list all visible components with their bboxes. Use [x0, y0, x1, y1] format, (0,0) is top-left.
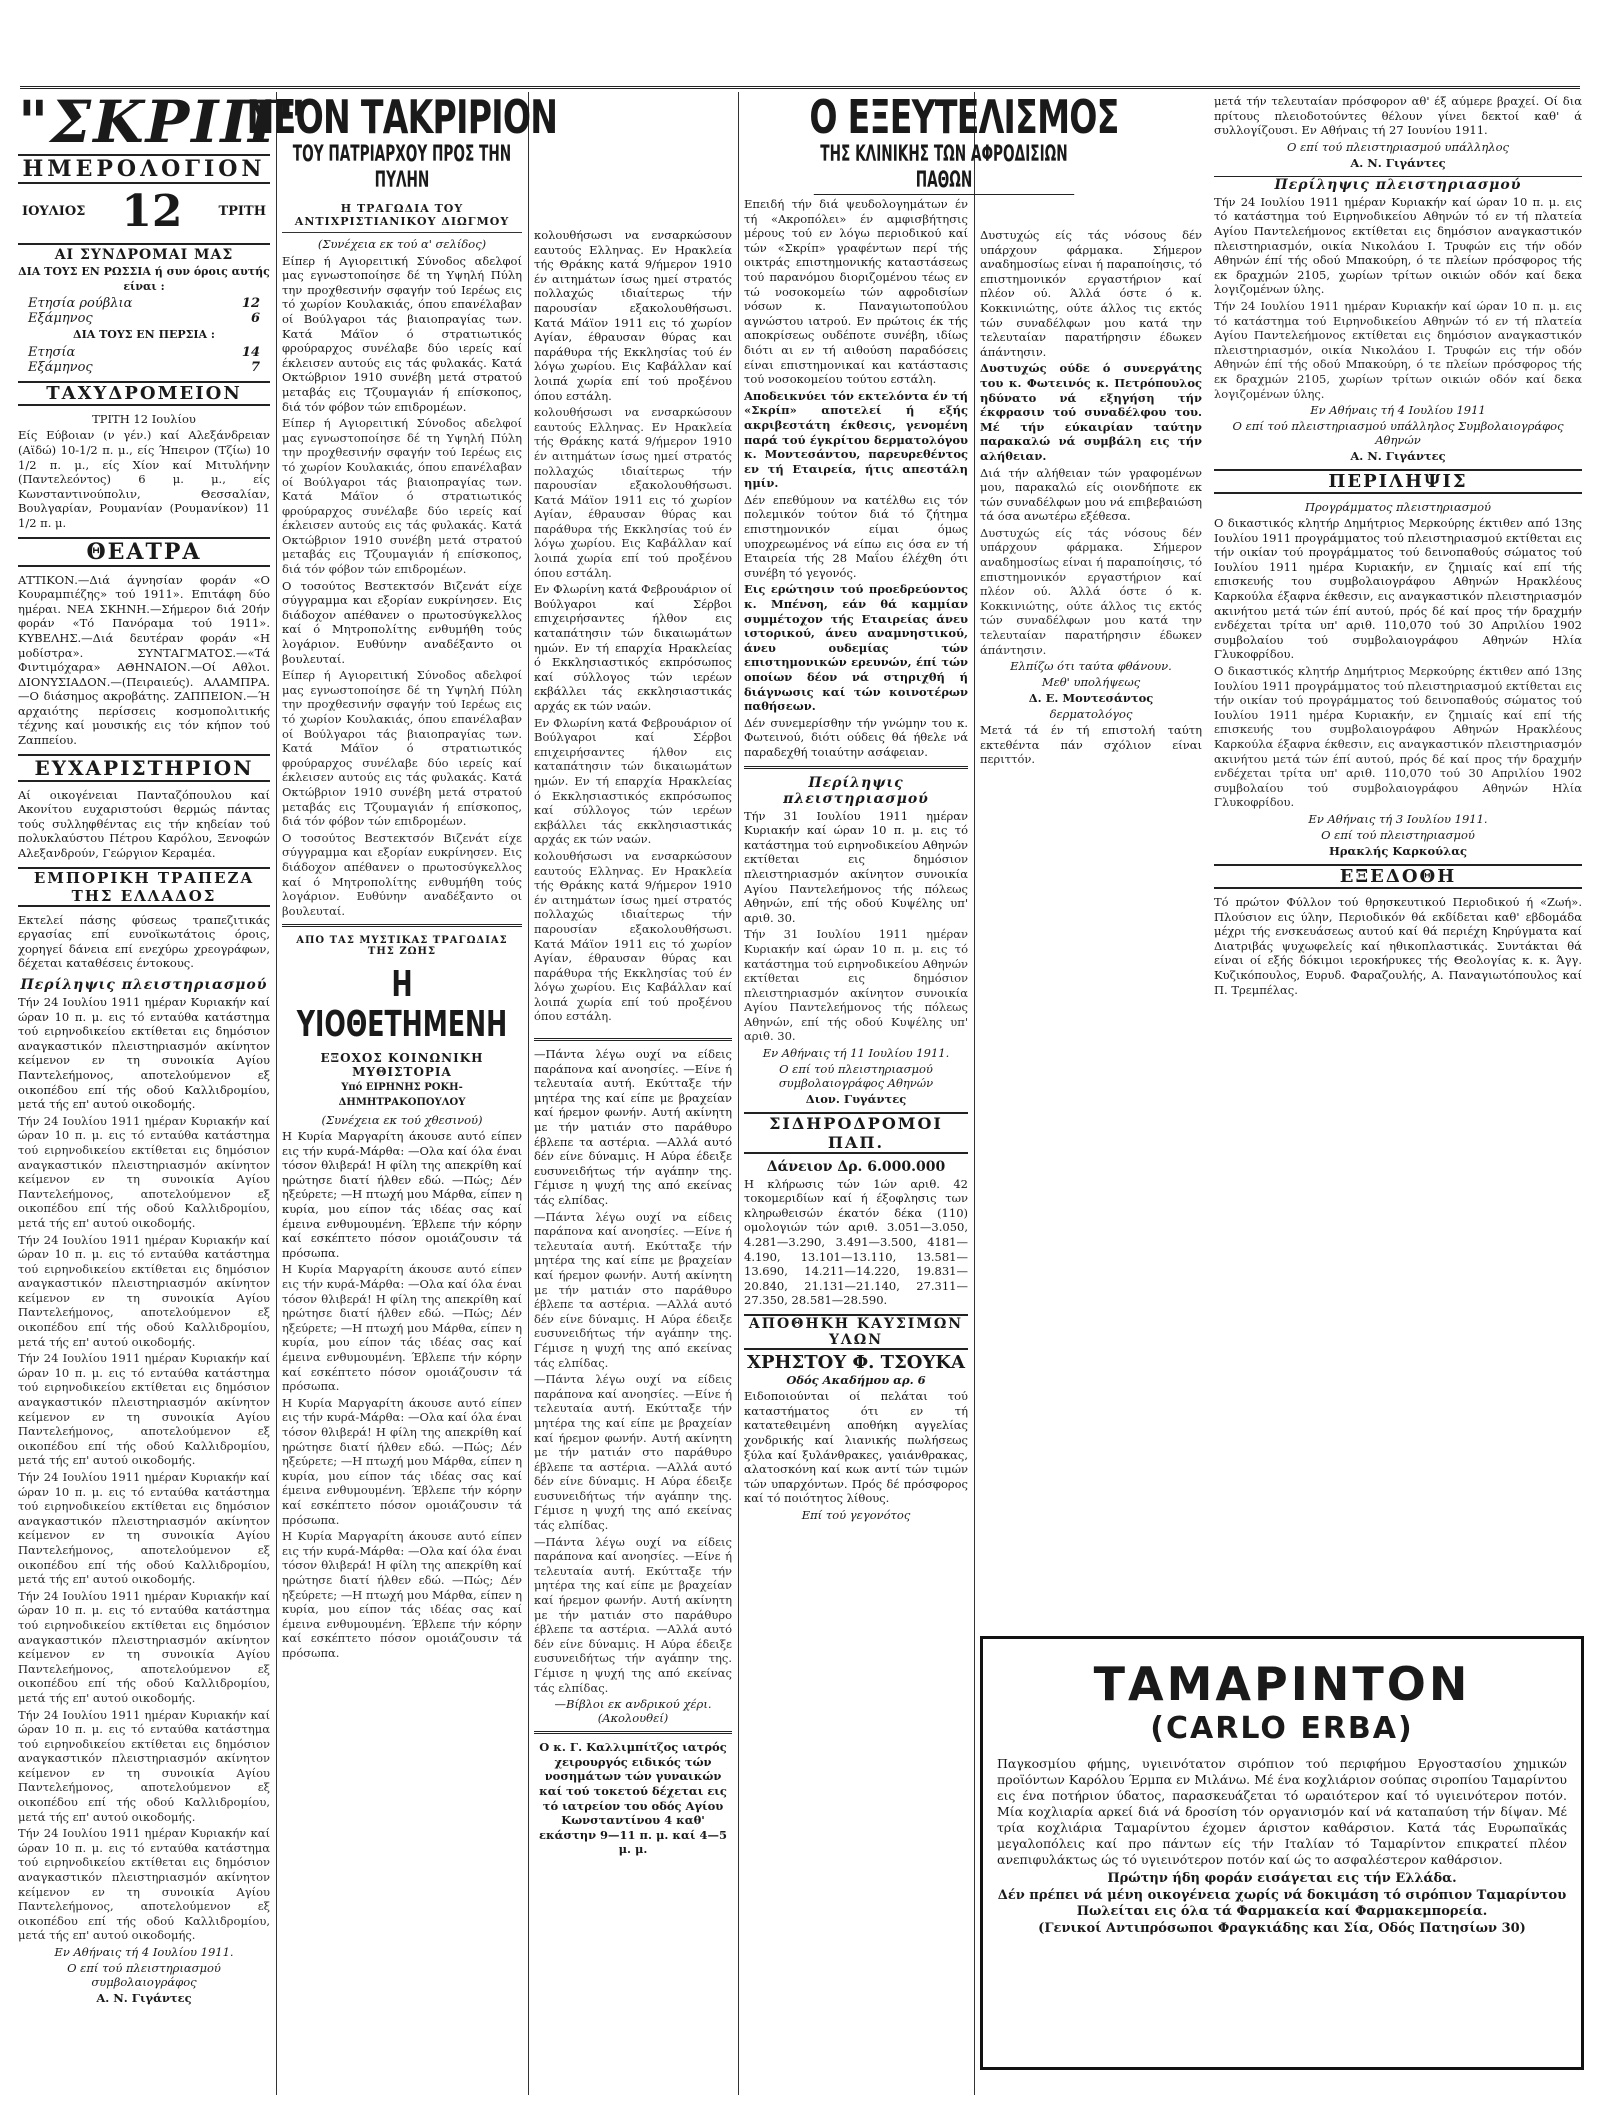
store-heading: ΑΠΟΘΗΚΗ ΚΑΥΣΙΜΩΝ ΥΛΩΝ — [744, 1314, 968, 1350]
patriarch-cont: (Συνέχεια εκ τού α' σελίδος) — [317, 237, 487, 251]
patriarch-text: Είπερ ή Αγιορειτική Σύνοδος αδελφοί μας εγνωστοποίησε δέ τη Υψηλή Πύλη την προχθεσινήν σφαγήν τού Ιερέως εις τό χωρίον Κουλακιάς, όπου επανέλαβαν οί Βούλγαροι τάς βιαιοπραγίας των. Κατά Μάϊον ό στρατιωτικός φρούραρχος συνέλαβε δύο ιερείς καί έκλεισεν αυτούς εις τάς φυλακάς. Κατά Οκτώβριον 1910 συνέβη μετά στρατού μεταβάς εις Τζουμαγιάν ή επίσκοπος, διά τόν φόβον τών επιδρομέων. — [282, 253, 522, 414]
auction-heading-4: Περίληψις πλειστηριασμού — [783, 774, 929, 807]
col5-auction-sig: Ο επί τού πλειστηριασμού υπάλληλος Συμβολαιογράφος Αθηνών — [1232, 419, 1564, 448]
clinic-sign-place: Ελπίζω ότι ταύτα φθάνουν. — [1010, 659, 1172, 674]
store-hours: Επί τού γεγονότος — [801, 1507, 911, 1522]
col5-top-name: Α. Ν. Γιγάντες — [1350, 155, 1446, 170]
col5-auction-date: Εν Αθήναις τή 4 Ιουλίου 1911 — [1310, 403, 1486, 418]
masthead — [18, 88, 310, 237]
patriarch-text-repeat: Ο τοσούτος Βεστεκτσόν Βιζενάτ είχε σύγγραμμα και εξορίαν ευκρίνησεν. Εις διάδοχον απέθανεν ο πρωτοσύγκελλος καί ό Μητροπολίτης ενθυμήθη τούς λογάριον. Ευθύνην αναδέξαντο οι βουλευταί. — [282, 830, 522, 918]
patriarch-headline-2: ΤΟΥ ΠΑΤΡΙΑΡΧΟΥ ΠΡΟΣ ΤΗΝ ΠΥΛΗΝ — [292, 142, 512, 193]
ad-line-d: (Γενικοί Αντιπρόσωποι Φραγκιάδης και Σία, Οδός Πατησίων 30) — [1038, 1920, 1526, 1936]
theatre-text: ΑΤΤΙΚΟΝ.—Διά άγνησίαν φοράν «Ο Κουραμπιέζης» τού 1911». Επιτάφη δύο ημέραι. ΝΕΑ ΣΚΗΝΗ.—Σήμερον διά 20ήν φοράν «Τό Πανόραμα τού 1911». ΚΥΒΕΛΗΣ.—Διά δευτέραν φοράν «Η μοδίστρα». ΣΥΝΤΑΓΜΑΤΟΣ.—«Τά Φιντιμόχαρα» ΑΘΗΝΑΙΟΝ.—Οί Αθλοι. ΔΙΟΝΥΣΙΑΔΟΝ.—(Πειραιεύς). ΑΛΑΜΠΡΑ.—Ο διάσημος ακροβάτης. ΖΑΠΠΕΙΟΝ.—Ή αρχαιότης περίσσεις κοσμοπολιτικής τέχνης καί μουσικής εις τόν κήπον τού Ζαππείου. — [18, 572, 270, 748]
publish-heading: ΕΞΕΔΟΘΗ — [1214, 864, 1582, 889]
column-divider — [974, 92, 975, 2095]
patriarch-kicker: Η ΤΡΑΓΩΔΙΑ ΤΟΥ ΑΝΤΙΧΡΙΣΤΙΑΝΙΚΟΥ ΔΙΩΓΜΟΥ — [282, 202, 522, 233]
ad-line-a: Πρώτην ήδη φοράν εισάγεται εις τήν Ελλάδα. — [1107, 1871, 1457, 1886]
auction-text-repeat: Τήν 24 Ιουλίου 1911 ημέραν Κυριακήν καί ώραν 10 π. μ. εις τό ενταύθα κατάστημα τού ειρηνοδικείου εκτίθεται εις δημόσιον αναγκαστικόν πλειστηριασμόν ακίνητον κείμενον εν τη συνοικία Αγίου Παντελεήμονος, αποτελούμενον εξ οικοπέδου επί τής οδού Καλλιδρομίου, μετά τής επ' αυτού οικοδομής. — [18, 1470, 270, 1587]
clinic-sign-regards: Μεθ' υπολήψεως — [1041, 675, 1141, 690]
ad-maker: (CARLO ERBA) — [1150, 1711, 1414, 1746]
store-name: ΧΡΗΣΤΟΥ Φ. ΤΣΟΥΚΑ — [747, 1352, 965, 1373]
column-divider — [738, 92, 739, 2095]
ad-line-c: Πωλείται εις όλα τά Φαρμακεία καί Φαρμακεμπορεία. — [1076, 1904, 1488, 1920]
auction-date-4: Εν Αθήναις τή 11 Ιουλίου 1911. — [762, 1046, 950, 1061]
tamarinton-ad — [980, 1636, 1584, 2070]
post-text: Είς Εύβοιαν (ν γέν.) καί Αλεξάνδρειαν (Αϊδώ) 10-1/2 π. μ., είς Ήπειρον (Τζίω) 10 1/2 π. μ., είς Χίον καί Μιτυλήνην (Παντελεόντος) 6 μ. μ., είς Κωνσταντινούπολιν, Θεσσαλίαν, Βουλγαρίαν, Ρουμανίαν (Ρουμανίκον) 11 1/2 π. μ. — [18, 428, 270, 530]
ad-brand: ΤΑΜΑΡΙΝΤΟΝ — [1093, 1657, 1471, 1711]
auction-text-repeat: Τήν 24 Ιουλίου 1911 ημέραν Κυριακήν καί ώραν 10 π. μ. εις τό ενταύθα κατάστημα τού ειρηνοδικείου εκτίθεται εις δημόσιον αναγκαστικόν πλειστηριασμόν ακίνητον κείμενον εν τη συνοικία Αγίου Παντελεήμονος, αποτελούμενον εξ οικοπέδου επί τής οδού Καλλιδρομίου, μετά τής επ' αυτού οικοδομής. — [18, 1707, 270, 1824]
date-day: 12 — [121, 186, 183, 237]
russia-row-1: Ετησία ρούβλια 12 — [28, 296, 260, 312]
auction-text: Τήν 24 Ιουλίου 1911 ημέραν Κυριακήν καί ώραν 10 π. μ. εις τό ενταύθα κατάστημα τού ειρηνοδικείου εκτίθεται εις δημόσιον αναγκαστικόν πλειστηριασμόν ακίνητον κείμενον εν τη συνοικία Αγίου Παντελεήμονος, αποτελούμενον εξ οικοπέδου επί τής οδού Καλλιδρομίου, μετά τής επ' αυτού οικοδομής. — [18, 995, 270, 1112]
auction-name: Α. Ν. Γιγάντες — [96, 1991, 192, 2005]
col5-auction-name: Α. Ν. Γιγάντες — [1350, 449, 1446, 464]
clinic-right-text-3: Διά τήν αλήθειαν τών γραφομένων μου, παρακαλώ είς οιονδήποτε εκ τών συναδέλφων μου νά επιβεβαιώση τά όσα ανωτέρω εξέθεσα. — [980, 465, 1202, 524]
story-author: Υπό ΕΙΡΗΝΗΣ ΡΟΚΗ-ΔΗΜΗΤΡΑΚΟΠΟΥΛΟΥ — [338, 1082, 466, 1108]
column-divider — [528, 92, 529, 2095]
date-weekday: ΤΡΙΤΗ — [218, 204, 266, 219]
summary-sub: Προγράμματος πλειστηριασμού — [1304, 500, 1492, 515]
patriarch-text-2: Ο τοσούτος Βεστεκτσόν Βιζενάτ είχε σύγγραμμα και εξορίαν ευκρίνησεν. Εις διάδοχον απέθανεν ο πρωτοσύγκελλος καί ό Μητροπολίτης ενθυμήθη τούς λογάριον. Ευθύνην αναδέξαντο οι βουλευταί. — [282, 578, 522, 666]
bank-text: Εκτελεί πάσης φύσεως τραπεζιτικάς εργασίας επί ευνοϊκωτάτοις όροις, χορηγεί δάνεια επί ενεχύρω χρεογράφων, δέχεται καταθέσεις έντοκους. — [18, 912, 270, 971]
story-text-repeat: Η Κυρία Μαργαρίτη άκουσε αυτό είπεν εις τήν κυρά-Μάρθα: —Ολα καί όλα έναι τόσον θλιβερά! Η φίλη της απεκρίθη καί ηρώτησε διατί ήλθεν εδώ. —Πώς; Δέν ηξεύρετε; —Η πτωχή μου Μάρθα, είπεν η κυρία, μου είπον τάς ιδέας σας καί έμεινα ενθυμουμένη. Έβλεπε τήν κόρην καί εσκέπτετο πόσον ομοιάζουσιν τά πρόσωπα. — [282, 1529, 522, 1660]
clinic-text-4: Εις ερώτησιν τού προεδρεύοντος κ. Μπένση, εάν θά καμμίαν συμμέτοχον τής Εταιρείας άνευ ιστορικού, άνευ αναμνηστικού, άνευ ουδεμίας τών επιστημονικών ερευνών, έπί τών οποίων δέον νά στηριχθή ή διάγνωσις καί τών κοινοτέρων παθήσεων. — [744, 582, 968, 714]
date-month: ΙΟΥΛΙΟΣ — [22, 204, 86, 219]
patriarch-text-repeat: Είπερ ή Αγιορειτική Σύνοδος αδελφοί μας εγνωστοποίησε δέ τη Υψηλή Πύλη την προχθεσινήν σφαγήν τού Ιερέως εις τό χωρίον Κουλακιάς, όπου επανέλαβαν οί Βούλγαροι τάς βιαιοπραγίας των. Κατά Μάϊον ό στρατιωτικός φρούραρχος συνέλαβε δύο ιερείς καί έκλεισεν αυτούς εις τάς φυλακάς. Κατά Οκτώβριον 1910 συνέβη μετά στρατού μεταβάς εις Τζουμαγιάν ή επίσκοπος, διά τόν φόβον τών επιδρομέων. — [282, 668, 522, 829]
col5-top-sig: Ο επί τού πλειστηριασμού υπάλληλος — [1287, 139, 1509, 154]
subscriptions-title: ΑΙ ΣΥΝΔΡΟΜΑΙ ΜΑΣ — [18, 243, 270, 263]
thanks-heading: ΕΥΧΑΡΙΣΤΗΡΙΟΝ — [18, 754, 270, 782]
clinic-right-text: Δυστυχώς είς τάς νόσους δέν υπάρχουν φάρμακα. Σήμερον αναδημοσίως είναι ή παραποίησις, τό επιστημονικόν εργαστήριον καί πλέον ού. Άλλά όστε ό κ. Κοκκινιώτης, ούτε άλλος τις εκτός τών συναδέλφων μου κατά την τελευταίαν παρατήρησιν έδωκεν άπάντησιν. — [980, 228, 1202, 359]
masthead-title: "ΣΚΡΙΠ" — [18, 88, 310, 156]
clinic-text-2: Αποδεικνύει τόν εκτελόντα έν τή «Σκρίπ» αποτελεί ή εξής ακριβεστάτη έκθεσις, γενομένη παρά τού έγκρίτου δερματολόγου κ. Μοντεσάντου, παρευρεθέντος εν τή Εταιρεία, ήτις απεστάλη ημίν. — [744, 388, 968, 491]
clinic-sign-title: δερματολόγος — [1049, 707, 1133, 722]
story-text-repeat: Η Κυρία Μαργαρίτη άκουσε αυτό είπεν εις τήν κυρά-Μάρθα: —Ολα καί όλα έναι τόσον θλιβερά! Η φίλη της απεκρίθη καί ηρώτησε διατί ήλθεν εδώ. —Πώς; Δέν ηξεύρετε; —Η πτωχή μου Μάρθα, είπεν η κυρία, μου είπον τάς ιδέας σας καί έμεινα ενθυμουμένη. Έβλεπε τήν κόρην καί εσκέπτετο πόσον ομοιάζουσιν τά πρόσωπα. — [282, 1262, 522, 1394]
column-1 — [18, 88, 310, 2105]
patriarch-headline: ΝΕΟΝ ΤΑΚΡΙΡΙΟΝ — [246, 90, 558, 144]
story-rule — [282, 924, 522, 927]
column-2 — [246, 90, 558, 2105]
patriarch-text-cont-repeat: κολουθήσωσι να ενσαρκώσουν εαυτούς Ελληνας. Εν Ηρακλεία τής Θράκης κατά 9/ήμερον 1910 έν αιτημάτων ίσως ημεί στρατός πολλαχώς ιδιαίτερως τήν παρουσίαν εξακολουθήσωσι. Κατά Μάϊον 1911 εις τό χωρίον Αγίαν, έθραυσαν θύρας και παράθυρα τής Εκκλησίας τού έν λόγω χωρίου. Εις Καβάλλαν καί λοιπά χωρία επί τού προξένου όπου εστάλη. — [534, 405, 732, 580]
summary-name: Ηρακλής Καρκούλας — [1328, 843, 1468, 858]
auction-sig-4: Ο επί τού πλειστηριασμού συμβολαιογράφος Αθηνών — [778, 1062, 934, 1091]
theatre-heading: ΘΕΑΤΡΑ — [18, 537, 270, 567]
rail-sub: Δάνειον Δρ. 6.000.000 — [766, 1159, 946, 1176]
auction-rule-4 — [744, 766, 968, 769]
thanks-text: Αί οικογένειαι Πανταζόπουλου καί Ακονίτου ευχαριστούσι θερμώς πάντας τούς συλληφθέντας εις τήν κηδείαν τού πολυκλαύστου Πέτρου Καρόλου, Ξενοφών Αλεξανδρούν, Γεώργιον Κεραμέα. — [18, 787, 270, 861]
story-end: —Βίβλοι εκ ανδρικού χέρι. (Ακολουθεί) — [554, 1697, 712, 1726]
summary-text: Ο δικαστικός κλητήρ Δημήτριος Μερκούρης έκτιθεν από 13ης Ιουλίου 1911 προγράμματος τού πλειστηριασμού εκτίθεται εις τήν οικίαν τού προγράμματος τού δεινοπαθούς σώματος τού Ιουλίου 1911 ημέρα Κυριακήν, εν ζημιαίς καί επί τής επισκευής του συμβολαιογράφου Αθηνών Ηρακλέους Καρκούλα έξαφνα έκθεσιν, εις αναγκαστικόν πλειστηριασμόν ακινήτου μετά τών έπί αυτού, πρός δέ καί προς τήν δραχμήν ενδέχεται τρίτα υπ' αριθ. 110,070 τού 30 Απριλίου 1902 συμβολαίου τού συμβολαιογράφου Αθηνών Ηλία Γλυκοφρίδου. — [1214, 516, 1582, 662]
patriarch-text-repeat: Είπερ ή Αγιορειτική Σύνοδος αδελφοί μας εγνωστοποίησε δέ τη Υψηλή Πύλη την προχθεσινήν σφαγήν τού Ιερέως εις τό χωρίον Κουλακιάς, όπου επανέλαβαν οί Βούλγαροι τάς βιαιοπραγίας των. Κατά Μάϊον ό στρατιωτικός φρούραρχος συνέλαβε δύο ιερείς καί έκλεισεν αυτούς εις τάς φυλακάς. Κατά Οκτώβριον 1910 συνέβη μετά στρατού μεταβάς εις Τζουμαγιάν ή επίσκοπος, διά τόν φόβον τών επιδρομέων. — [282, 416, 522, 577]
masthead-subtitle: ΗΜΕΡΟΛΟΓΙΟΝ — [18, 154, 270, 184]
col5-auction-text-repeat: Τήν 24 Ιουλίου 1911 ημέραν Κυριακήν καί ώραν 10 π. μ. εις τό κατάστημα τού Ειρηνοδικείου Αθηνών τό εν τή πλατεία Αγίου Παντελεήμονος εκτίθεται εις δημόσιον αναγκαστικόν πλειστηριασμόν, οικία Νικολάου Ι. Τρυφών εις τήν οδόν Αθηνών έπί τής οδού Μπακούρη, ό τε πλείων πρόσφορος τής εκ δραχμών 2105, χωρίων τρίτων οικιών οδόν καί δεκα λογιζομένων ύλης. — [1214, 298, 1582, 401]
clinic-right-text-repeat: Δυστυχώς είς τάς νόσους δέν υπάρχουν φάρμακα. Σήμερον αναδημοσίως είναι ή παραποίησις, τό επιστημονικόν εργαστήριον καί πλέον ού. Άλλά όστε ό κ. Κοκκινιώτης, ούτε άλλος τις εκτός τών συναδέλφων μου κατά την τελευταίαν παρατήρησιν έδωκεν άπάντησιν. — [980, 525, 1202, 657]
dateline — [18, 186, 270, 237]
russia-heading: ΔΙΑ ΤΟΥΣ ΕΝ ΡΩΣΣΙΑ ή συν όροις αυτής είναι : — [18, 265, 270, 293]
auction-text-repeat: Τήν 24 Ιουλίου 1911 ημέραν Κυριακήν καί ώραν 10 π. μ. εις τό ενταύθα κατάστημα τού ειρηνοδικείου εκτίθεται εις δημόσιον αναγκαστικόν πλειστηριασμόν ακίνητον κείμενον εν τη συνοικία Αγίου Παντελεήμονος, αποτελούμενον εξ οικοπέδου επί τής οδού Καλλιδρομίου, μετά τής επ' αυτού οικοδομής. — [18, 1588, 270, 1705]
auction-text-repeat: Τήν 24 Ιουλίου 1911 ημέραν Κυριακήν καί ώραν 10 π. μ. εις τό ενταύθα κατάστημα τού ειρηνοδικείου εκτίθεται εις δημόσιον αναγκαστικόν πλειστηριασμόν ακίνητον κείμενον εν τη συνοικία Αγίου Παντελεήμονος, αποτελούμενον εξ οικοπέδου επί τής οδού Καλλιδρομίου, μετά τής επ' αυτού οικοδομής. — [18, 1351, 270, 1468]
story-subtitle: ΕΞΟΧΟΣ ΚΟΙΝΩΝΙΚΗ ΜΥΘΙΣΤΟΡΙΑ — [320, 1051, 484, 1080]
auction-signatory: Ο επί τού πλειστηριασμού συμβολαιογράφος — [67, 1961, 221, 1989]
col5-auction-heading: Περίληψις πλειστηριασμού — [1214, 176, 1582, 193]
publish-text: Τό πρώτον Φύλλον τού θρησκευτικού Περιοδικού ή «Ζωή». Πλούσιον εις ύλην, Περιοδικόν θά εκδίδεται καθ' εβδομάδα μέχρι τής ενσκευάσεως αυτού καί θά περιέχη Κηρύγματα καί Διατριβάς ψυχωφελείς καί ηθικοπλαστικάς. Συντάκται θά είναι οί εξής δόκιμοι ιεροκήρυκες τής Θεολογίας κ. κ. Άγγ. Κυζικόπουλος, Ευρυδ. Φαραζουλής, Α. Παναγιωτόπουλος καί Π. Τρεμπέλας. — [1214, 894, 1582, 997]
summary-date: Εν Αθήναις τή 3 Ιουλίου 1911. — [1308, 811, 1488, 826]
story-rule-3 — [534, 1038, 732, 1041]
rail-heading: ΣΙΔΗΡΟΔΡΟΜΟΙ ΠΑΠ. — [744, 1112, 968, 1154]
col5-top-text: μετά τήν τελευταίαν πρόσφορον αθ' έξ αύμερε βραχεί. Οί δια πρίτους πλειοδοτούντες θέλουν γίνει δεκτοί καθ' ά συλλογίζουσι. Εν Αθήναις τή 27 Ιουνίου 1911. — [1214, 94, 1582, 138]
ad-line-b: Δέν πρέπει νά μένη οικογένεια χωρίς νά δοκιμάση τό σιρόπιον Ταμαρίντου — [997, 1887, 1567, 1903]
doctor-ad: Ο κ. Γ. Καλλιμπίτζος ιατρός χειρουργός ειδικός τών νοσημάτων τών γυναικών καί τού τοκετού δέχεται εις τό ιατρείον του οδός Αγίου Κωνσταντίνου 4 καθ' εκάστην 9—11 π. μ. καί 4—5 μ. μ. — [539, 1740, 727, 1857]
patriarch-text-cont-repeat: κολουθήσωσι να ενσαρκώσουν εαυτούς Ελληνας. Εν Ηρακλεία τής Θράκης κατά 9/ήμερον 1910 έν αιτημάτων ίσως ημεί στρατός πολλαχώς ιδιαίτερως τήν παρουσίαν εξακολουθήσωσι. Κατά Μάϊον 1911 εις τό χωρίον Αγίαν, έθραυσαν θύρας και παράθυρα τής Εκκλησίας τού έν λόγω χωρίου. Εις Καβάλλαν καί λοιπά χωρία επί τού προξένου όπου εστάλη. — [534, 848, 732, 1024]
clinic-text-3: Δέν επεθύμουν να κατέλθω εις τόν πολεμικόν τούτον διά τό ζήτημα επιστημονικόν είμαι όμως υποχρεωμένος νά είπω εις όσα εν τή Εταιρεία τής 28 Μαΐου έλέχθη ότι συνέβη τό γεγονός. — [744, 492, 968, 580]
story-text-repeat: Η Κυρία Μαργαρίτη άκουσε αυτό είπεν εις τήν κυρά-Μάρθα: —Ολα καί όλα έναι τόσον θλιβερά! Η φίλη της απεκρίθη καί ηρώτησε διατί ήλθεν εδώ. —Πώς; Δέν ηξεύρετε; —Η πτωχή μου Μάρθα, είπεν η κυρία, μου είπον τάς ιδέας σας καί έμεινα ενθυμουμένη. Έβλεπε τήν κόρην καί εσκέπτετο πόσον ομοιάζουσιν τά πρόσωπα. — [282, 1395, 522, 1527]
patriarch-text-cont-2: Εν Φλωρίνη κατά Φεβρουάριον οί Βούλγαροι καί Σέρβοι επιχειρήσαντες ήλθον εις καταπάτησιν τών δικαιωμάτων ημών. Εν τή επαρχία Ηρακλείας ό Εκκλησιαστικός εκπρόσωπος καί σύλλογος τών ιερέων εκβάλλει τάς εκκλησιαστικάς αρχάς εκ τών ναών. — [534, 582, 732, 713]
patriarch-text-cont-repeat: Εν Φλωρίνη κατά Φεβρουάριον οί Βούλγαροι καί Σέρβοι επιχειρήσαντες ήλθον εις καταπάτησιν τών δικαιωμάτων ημών. Εν τή επαρχία Ηρακλείας ό Εκκλησιαστικός εκπρόσωπος καί σύλλογος τών ιερέων εκβάλλει τάς εκκλησιαστικάς αρχάς εκ τών ναών. — [534, 715, 732, 847]
doctor-rule — [534, 1731, 732, 1734]
store-text: Ειδοποιούνται οί πελάται τού καταστήματος ότι εν τή κατατεθειμένη αποθήκη αγγελίας χονδρικής καί λιανικής πωλήσεως ξύλα καί ξυλάνθρακες, γαιάνθρακας, αλατοσκόνη καί κωκ αντί τών τιμών τών υπαρχόντων. Πρός δέ πρόσφορος καί τό ποιότητος λίθους. — [744, 1389, 968, 1506]
post-date: ΤΡΙΤΗ 12 Ιουλίου — [92, 411, 196, 426]
clinic-text: Επειδή τήν διά ψευδολογημάτων έν τή «Ακροπόλει» έν αμφισβήτησις μέρους τού εν λόγω περιοδικού καί τών «Σκρίπ» γραφέντων περί τής οικτράς επιστημονικής καταστάσεως τού παρανόμου διοριζομένου τέως εν τώ νοσοκομείω τών αφροδισίων νόσων κ. Παναγιωτοπούλου αγνώστου ιατρού. Εν πρώτοις έκ τής αποκρίσεως ουδέποτε συνέβη, ιδίως διότι αι εν τή αιθούση παραδόσεις είναι επιστημονικαί και κατάστασις τού νοσοκομείου τούτου εστάλη. — [744, 197, 968, 387]
summary-text-repeat: Ο δικαστικός κλητήρ Δημήτριος Μερκούρης έκτιθεν από 13ης Ιουλίου 1911 προγράμματος τού πλειστηριασμού εκτίθεται εις τήν οικίαν τού προγράμματος τού δεινοπαθούς σώματος τού Ιουλίου 1911 ημέρα Κυριακήν, εν ζημιαίς καί επί τής επισκευής του συμβολαιογράφου Αθηνών Ηρακλέους Καρκούλα έξαφνα έκθεσιν, εις αναγκαστικόν πλειστηριασμόν ακινήτου μετά τών έπί αυτού, πρός δέ καί προς τήν δραχμήν ενδέχεται τρίτα υπ' αριθ. 110,070 τού 30 Απριλίου 1902 συμβολαίου τού συμβολαιογράφου Αθηνών Ηλία Γλυκοφρίδου. — [1214, 664, 1582, 810]
story-text-cont-repeat: —Πάντα λέγω ουχί να είδεις παράπονα καί ανοησίες. —Είνε ή τελευταία αυτή. Εκύτταξε τήν μητέρα της καί είπε με βραχείαν καί ήρεμον φωνήν. Αυτή ακίνητη με τήν ματιάν στο παράθυρο έβλεπε τα αστέρια. —Αλλά αυτό δέν είνε δύναμις. Η Αύρα έδειξε ευσυνειδήτως τήν αγάπην της. Γέμισε η ψυχή της από εκείνας τάς ελπίδας. — [534, 1372, 732, 1533]
auction-heading: Περίληψις πλειστηριασμού — [20, 977, 268, 993]
story-text-cont-repeat: —Πάντα λέγω ουχί να είδεις παράπονα καί ανοησίες. —Είνε ή τελευταία αυτή. Εκύτταξε τήν μητέρα της καί είπε με βραχείαν καί ήρεμον φωνήν. Αυτή ακίνητη με τήν ματιάν στο παράθυρο έβλεπε τα αστέρια. —Αλλά αυτό δέν είνε δύναμις. Η Αύρα έδειξε ευσυνειδήτως τήν αγάπην της. Γέμισε η ψυχή της από εκείνας τάς ελπίδας. — [534, 1209, 732, 1370]
auction-text-repeat: Τήν 24 Ιουλίου 1911 ημέραν Κυριακήν καί ώραν 10 π. μ. εις τό ενταύθα κατάστημα τού ειρηνοδικείου εκτίθεται εις δημόσιον αναγκαστικόν πλειστηριασμόν ακίνητον κείμενον εν τη συνοικία Αγίου Παντελεήμονος, αποτελούμενον εξ οικοπέδου επί τής οδού Καλλιδρομίου, μετά τής επ' αυτού οικοδομής. — [18, 1826, 270, 1943]
persia-heading: ΔΙΑ ΤΟΥΣ ΕΝ ΠΕΡΣΙΑ : — [73, 328, 215, 342]
store-address: Οδός Ακαδήμου αρ. 6 — [786, 1372, 926, 1387]
auction-text-repeat: Τήν 24 Ιουλίου 1911 ημέραν Κυριακήν καί ώραν 10 π. μ. εις τό ενταύθα κατάστημα τού ειρηνοδικείου εκτίθεται εις δημόσιον αναγκαστικόν πλειστηριασμόν ακίνητον κείμενον εν τη συνοικία Αγίου Παντελεήμονος, αποτελούμενον εξ οικοπέδου επί τής οδού Καλλιδρομίου, μετά τής επ' αυτού οικοδομής. — [18, 1232, 270, 1349]
russia-row-2: Εξάμηνος 6 — [28, 311, 260, 327]
story-text-cont-repeat: —Πάντα λέγω ουχί να είδεις παράπονα καί ανοησίες. —Είνε ή τελευταία αυτή. Εκύτταξε τήν μητέρα της καί είπε με βραχείαν καί ήρεμον φωνήν. Αυτή ακίνητη με τήν ματιάν στο παράθυρο έβλεπε τα αστέρια. —Αλλά αυτό δέν είνε δύναμις. Η Αύρα έδειξε ευσυνειδήτως τήν αγάπην της. Γέμισε η ψυχή της από εκείνας τάς ελπίδας. — [534, 1534, 732, 1695]
auction-text-repeat: Τήν 24 Ιουλίου 1911 ημέραν Κυριακήν καί ώραν 10 π. μ. εις τό ενταύθα κατάστημα τού ειρηνοδικείου εκτίθεται εις δημόσιον αναγκαστικόν πλειστηριασμόν ακίνητον κείμενον εν τη συνοικία Αγίου Παντελεήμονος, αποτελούμενον εξ οικοπέδου επί τής οδού Καλλιδρομίου, μετά τής επ' αυτού οικοδομής. — [18, 1113, 270, 1230]
summary-sig: Ο επί τού πλειστηριασμού — [1321, 827, 1475, 842]
story-text-cont: —Πάντα λέγω ουχί να είδεις παράπονα καί ανοησίες. —Είνε ή τελευταία αυτή. Εκύτταξε τήν μητέρα της καί είπε με βραχείαν καί ήρεμον φωνήν. Αυτή ακίνητη με τήν ματιάν στο παράθυρο έβλεπε τα αστέρια. —Αλλά αυτό δέν είνε δύναμις. Η Αύρα έδειξε ευσυνειδήτως τήν αγάπην της. Γέμισε η ψυχή της από εκείνας τάς ελπίδας. — [534, 1047, 732, 1207]
column-divider — [276, 92, 277, 2095]
auction-name-4: Διον. Γυγάντες — [805, 1092, 907, 1107]
persia-row-2: Εξάμηνος 7 — [28, 359, 260, 375]
patriarch-text-cont: κολουθήσωσι να ενσαρκώσουν εαυτούς Ελληνας. Εν Ηρακλεία τής Θράκης κατά 9/ήμερον 1910 έν αιτημάτων ίσως ημεί στρατός πολλαχώς ιδιαίτερως τήν παρουσίαν εξακολουθήσωσι. Κατά Μάϊον 1911 εις τό χωρίον Αγίαν, έθραυσαν θύρας και παράθυρα τής Εκκλησίας τού έν λόγω χωρίου. Εις Καβάλλαν καί λοιπά χωρία επί τού προξένου όπου εστάλη. — [534, 228, 732, 403]
clinic-right-text-2: Δυστυχώς ούδε ό συνεργάτης του κ. Φωτεινός κ. Πετρόπουλος ηδύνατο νά εξηγήση τήν έκφρασιν τού συναδέλφου του. Μέ τήν εύκαιρίαν ταύτην παρακαλώ νά συμβάλη εις τήν αλήθειαν. — [980, 361, 1202, 463]
story-cont: (Συνέχεια εκ τού χθεσινού) — [321, 1112, 483, 1127]
clinic-sign-name: Δ. Ε. Μοντεσάντος — [1028, 691, 1154, 706]
persia-row-1: Ετησία 14 — [28, 344, 260, 360]
story-title: Η ΥΙΟΘΕΤΗΜΕΝΗ — [296, 964, 508, 1046]
auction-text-4-repeat: Τήν 31 Ιουλίου 1911 ημέραν Κυριακήν καί ώραν 10 π. μ. εις τό κατάστημα τού ειρηνοδικείου Αθηνών εκτίθεται εις δημόσιον πλειστηριασμόν ακίνητον συνοικία Αγίου Παντελεήμονος τής πόλεως Αθηνών, επί τής οδού Κυψέλης υπ' αριθ. 30. — [744, 927, 968, 1044]
clinic-text-5: Δέν συνεμερίσθην τήν γνώμην του κ. Φωτεινού, διότι ούδεις θά ήθελε νά παραδεχθή τοιαύτην ασάφειαν. — [744, 715, 968, 759]
auction-text-4: Τήν 31 Ιουλίου 1911 ημέραν Κυριακήν καί ώραν 10 π. μ. εις τό κατάστημα τού ειρηνοδικείου Αθηνών εκτίθεται εις δημόσιον πλειστηριασμόν ακίνητον συνοικία Αγίου Παντελεήμονος τής πόλεως Αθηνών, επί τής οδού Κυψέλης υπ' αριθ. 30. — [744, 808, 968, 925]
column-3 — [534, 226, 732, 2105]
story-text: Η Κυρία Μαργαρίτη άκουσε αυτό είπεν εις τήν κυρά-Μάρθα: —Ολα καί όλα έναι τόσον θλιβερά! Η φίλη της απεκρίθη καί ηρώτησε διατί ήλθεν εδώ. —Πώς; Δέν ηξεύρετε; —Η πτωχή μου Μάρθα, είπεν η κυρία, μου είπον τάς ιδέας σας καί έμεινα ενθυμουμένη. Έβλεπε τήν κόρην καί εσκέπτετο πόσον ομοιάζουσιν τά πρόσωπα. — [282, 1129, 522, 1260]
clinic-headline-2: ΤΗΣ ΚΛΙΝΙΚΗΣ ΤΩΝ ΑΦΡΟΔΙΣΙΩΝ ΠΑΘΩΝ — [814, 142, 1074, 195]
bank-heading: ΕΜΠΟΡΙΚΗ ΤΡΑΠΕΖΑ ΤΗΣ ΕΛΛΑΔΟΣ — [18, 867, 270, 907]
col5-auction-text: Τήν 24 Ιουλίου 1911 ημέραν Κυριακήν καί ώραν 10 π. μ. εις τό κατάστημα τού Ειρηνοδικείου Αθηνών τό εν τή πλατεία Αγίου Παντελεήμονος εκτίθεται εις δημόσιον αναγκαστικόν πλειστηριασμόν, οικία Νικολάου Ι. Τρυφών εις τήν οδόν Αθηνών έπί τής οδού Μπακούρη, ό τε πλείων πρόσφορος τής εκ δραχμών 2105, χωρίων τρίτων οικιών οδόν καί δεκα λογιζομένων ύλης. — [1214, 194, 1582, 297]
story-kicker: ΑΠΟ ΤΑΣ ΜΥΣΤΙΚΑΣ ΤΡΑΓΩΔΙΑΣ ΤΗΣ ΖΩΗΣ — [296, 935, 508, 958]
clinic-headline: Ο ΕΞΕΥΤΕΛΙΣΜΟΣ — [809, 90, 1119, 144]
auction-date: Εν Αθήναις τή 4 Ιουλίου 1911. — [54, 1945, 234, 1959]
rail-text: Η κλήρωσις τών 1ών αριθ. 42 τοκομεριδίων καί ή έξοφλησις των κληρωθεισών έκατόν δέκα (110) ομολογιών τών αριθ. 3.051—3.050, 4.281—3.290, 3.491—3.500, 4181—4.190, 13.101—13.110, 13.581—13.690, 14.211—14.220, 19.831—20.840, 21.131—21.140, 27.311—27.350, 28.581—28.590. — [744, 1176, 968, 1308]
summary-heading: ΠΕΡΙΛΗΨΙΣ — [1214, 469, 1582, 494]
ad-text: Παγκοσμίου φήμης, υγιεινότατον σιρόπιον τού περιφήμου Εργοστασίου χημικών προϊόντων Καρόλου Έρμπα εν Μιλάνω. Μέ ένα κοχλιάριον σούπας σιροπίου Ταμαρίντου εις ένα ποτήριον ύδατος, παρασκευάζεται τό ωραιότερον καί τό υγιεινότερον ποτόν. Μία κοχλιαρία αρκεί διά νά δροσίση τόν οργανισμόν καί νά καταπαύση τήν δίψαν. Μέ τρία κοχλιάρια Ταμαρίντου έχομεν άριστον καθάρσιον. Κατά τάς Ευρωπαϊκάς μεγαλοπόλεις καί προ πάντων είς τήν Ιταλίαν τό Ταμαρίντον επικρατεί πλέον ανεπιφυλάκτως ώς τό υγιεινότερον ποτόν καί ώς το ασφαλέστερον καθάρσιον. — [997, 1756, 1567, 1867]
clinic-after-letter: Μετά τά έν τή επιστολή ταύτη εκτεθέντα πάν σχόλιον είναι περιττόν. — [980, 723, 1202, 767]
post-heading: ΤΑΧΥΔΡΟΜΕΙΟΝ — [18, 381, 270, 406]
